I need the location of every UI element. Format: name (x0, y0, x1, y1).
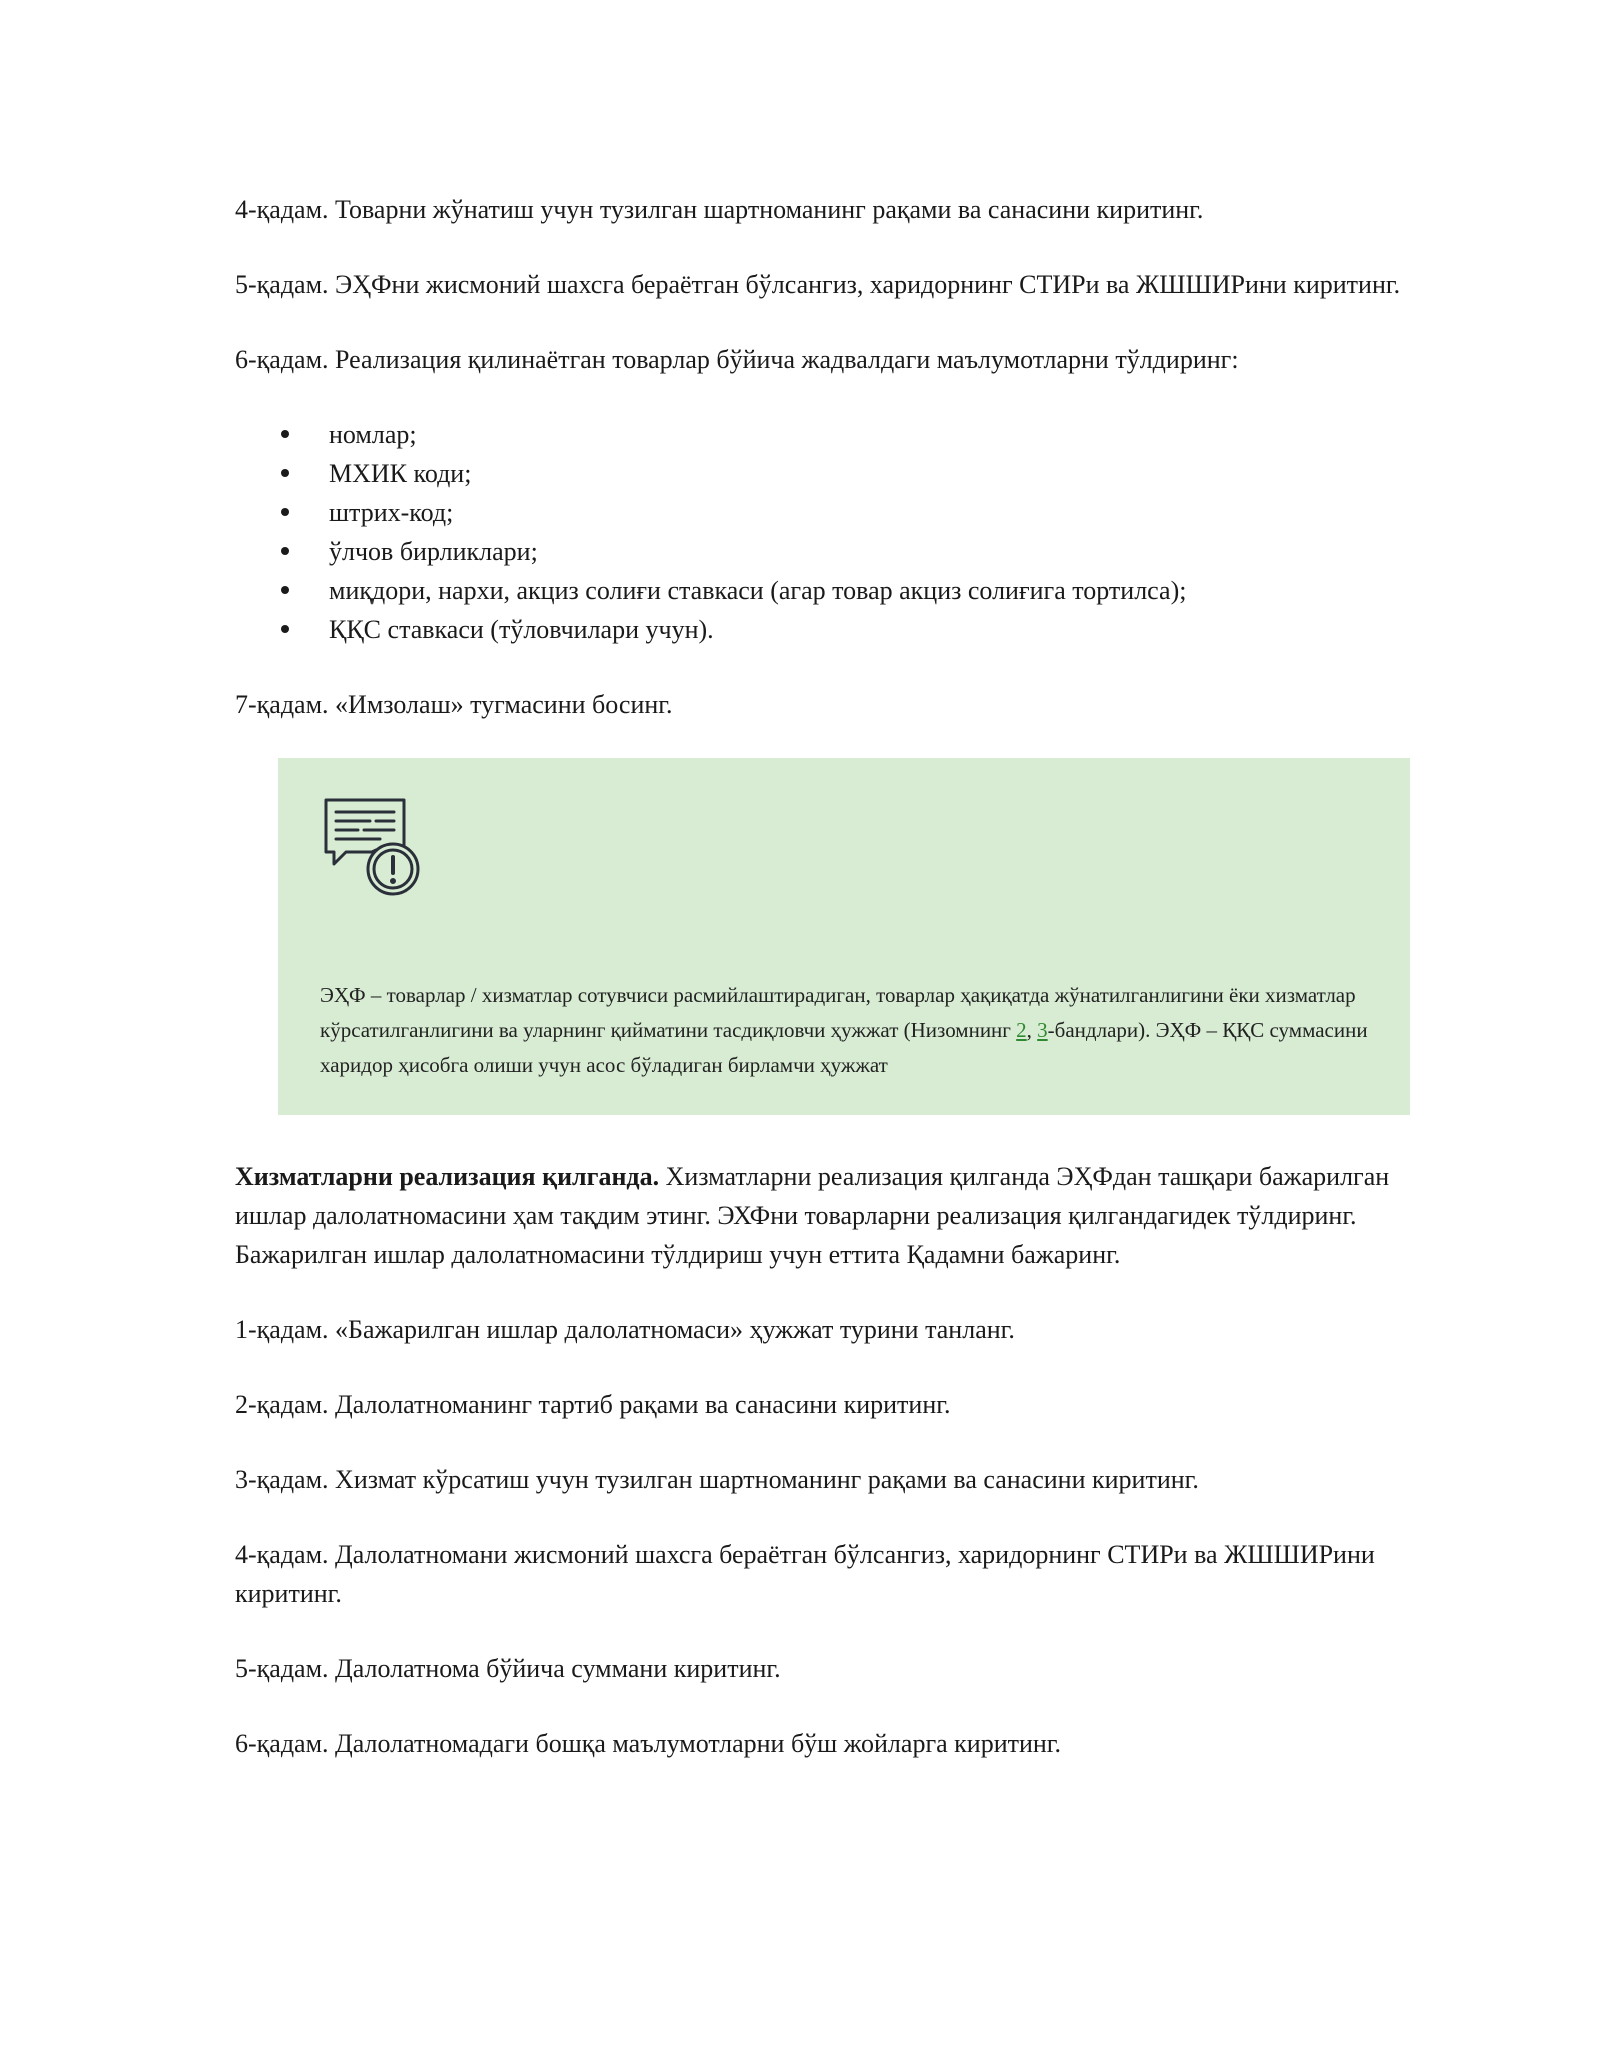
service-step-2: 2-қадам. Далолатноманинг тартиб рақами ва санасини киритинг. (235, 1390, 951, 1419)
list-item: ўлчов бирликлари; (329, 532, 1415, 571)
table-fields-list (235, 415, 1415, 649)
list-item: ҚҚС ставкаси (тўловчилари учун). (329, 610, 1415, 649)
step-6-goods: 6-қадам. Реализация қилинаётган товарлар бўйича жадвалдаги маълумотларни тўлдиринг: (235, 345, 1239, 374)
list-item: номлар; (329, 415, 1415, 454)
services-heading: Хизматларни реализация қилганда. (235, 1162, 660, 1191)
note-separator: , (1026, 1018, 1038, 1042)
service-step-3: 3-қадам. Хизмат кўрсатиш учун тузилган шартноманинг рақами ва санасини киритинг. (235, 1465, 1199, 1494)
service-step-4: 4-қадам. Далолатномани жисмоний шахсга бераётган бўлсангиз, харидорнинг СТИРи ва ЖШШИРини киритинг. (235, 1540, 1375, 1608)
step-4-goods: 4-қадам. Товарни жўнатиш учун тузилган шартноманинг рақами ва санасини киритинг. (235, 195, 1204, 224)
info-note-box (278, 758, 1410, 1115)
note-text-part2: -бандлари). ЭҲФ – ҚҚС суммасини харидор ҳисобга олиши учун асос бўладиган бирламчи ҳужжат (320, 1018, 1368, 1077)
document-warning-icon (320, 794, 430, 904)
note-text (320, 978, 1370, 1083)
step-5-goods: 5-қадам. ЭҲФни жисмоний шахсга бераётган бўлсангиз, харидорнинг СТИРи ва ЖШШИРини киритинг. (235, 270, 1401, 299)
service-step-6: 6-қадам. Далолатномадаги бошқа маълумотларни бўш жойларга киритинг. (235, 1729, 1062, 1758)
list-item: МХИК коди; (329, 454, 1415, 493)
service-step-1: 1-қадам. «Бажарилган ишлар далолатномаси» ҳужжат турини танланг. (235, 1315, 1015, 1344)
services-intro (235, 1157, 1415, 1274)
step-7-goods: 7-қадам. «Имзолаш» тугмасини босинг. (235, 690, 673, 719)
list-item: штрих-код; (329, 493, 1415, 532)
note-text-part1: ЭҲФ – товарлар / хизматлар сотувчиси расмийлаштирадиган, товарлар ҳақиқатда жўнатилганлигини ёки хизматлар кўрсатилганлигини ва уларнинг қийматини тасдиқловчи ҳужжат (Низомнинг (320, 983, 1356, 1042)
list-item: миқдори, нархи, акциз солиғи ставкаси (агар товар акциз солиғига тортилса); (329, 571, 1415, 610)
regulation-link-2[interactable]: 2 (1016, 1018, 1027, 1042)
document-body (235, 190, 1415, 1799)
services-intro-text: Хизматларни реализация қилганда ЭҲФдан ташқари бажарилган ишлар далолатномасини ҳам тақдим этинг. ЭХФни товарларни реализация қилгандагидек тўлдиринг. Бажарилган ишлар далолатномасини тўлдириш учун еттита Қадамни бажаринг. (235, 1162, 1390, 1269)
regulation-link-3[interactable]: 3 (1037, 1018, 1048, 1042)
service-step-5: 5-қадам. Далолатнома бўйича суммани киритинг. (235, 1654, 781, 1683)
